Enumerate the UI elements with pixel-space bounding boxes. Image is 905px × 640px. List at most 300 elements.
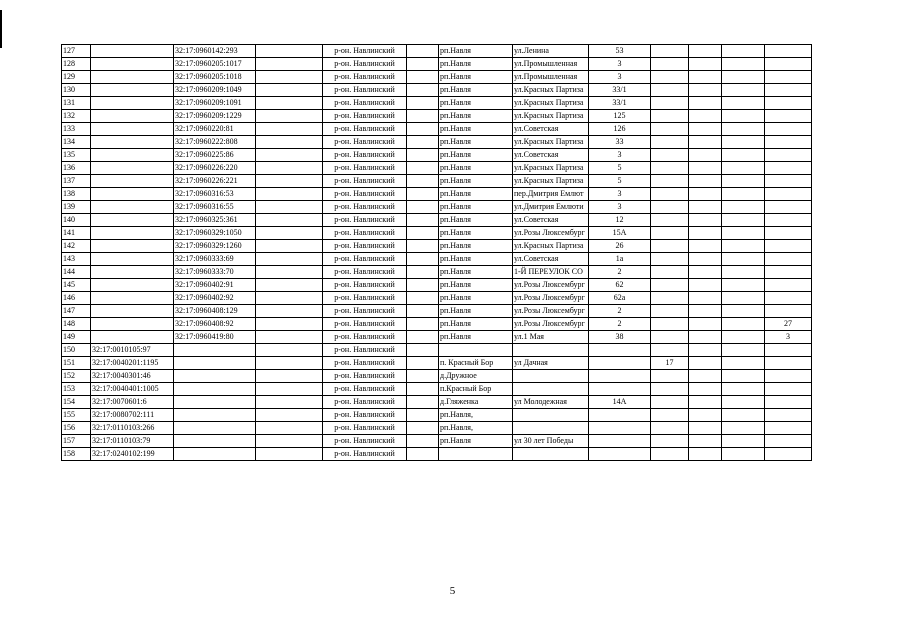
table-cell: ул.Дмитрия Емлюти — [513, 201, 589, 214]
table-cell — [407, 292, 439, 305]
table-cell: рп.Навля, — [439, 409, 513, 422]
table-cell: 53 — [589, 45, 651, 58]
table-row — [62, 383, 812, 396]
table-cell: ул.Советская — [513, 149, 589, 162]
table-cell — [765, 305, 812, 318]
table-cell — [256, 110, 323, 123]
table-cell: 33/1 — [589, 97, 651, 110]
table-cell — [689, 162, 722, 175]
table-cell — [256, 396, 323, 409]
table-cell — [722, 253, 765, 266]
table-cell — [256, 58, 323, 71]
table-cell — [651, 318, 689, 331]
table-cell: р-он. Навлинский — [323, 227, 407, 240]
table-cell: 32:17:0960209:1091 — [174, 97, 256, 110]
table-cell: рп.Навля — [439, 162, 513, 175]
table-cell — [722, 266, 765, 279]
table-cell: рп.Навля — [439, 318, 513, 331]
property-register-table — [61, 44, 812, 461]
table-row — [62, 370, 812, 383]
table-cell: рп.Навля — [439, 331, 513, 344]
table-cell — [651, 409, 689, 422]
table-cell: 142 — [62, 240, 91, 253]
table-cell: р-он. Навлинский — [323, 383, 407, 396]
table-cell — [722, 331, 765, 344]
table-cell — [407, 318, 439, 331]
table-cell: 155 — [62, 409, 91, 422]
table-cell — [256, 240, 323, 253]
table-cell — [407, 357, 439, 370]
table-cell — [256, 344, 323, 357]
table-cell: 32:17:0080702:111 — [91, 409, 174, 422]
table-cell — [689, 58, 722, 71]
table-cell — [91, 227, 174, 240]
table-row — [62, 71, 812, 84]
table-cell: ул.Красных Партиза — [513, 97, 589, 110]
table-row — [62, 344, 812, 357]
table-cell: рп.Навля — [439, 58, 513, 71]
table-cell: р-он. Навлинский — [323, 84, 407, 97]
table-cell — [689, 136, 722, 149]
table-cell: ул.Красных Партиза — [513, 175, 589, 188]
table-cell — [651, 344, 689, 357]
table-cell — [722, 409, 765, 422]
table-cell: 32:17:0110103:266 — [91, 422, 174, 435]
table-cell — [407, 240, 439, 253]
table-cell — [651, 448, 689, 461]
table-cell — [765, 279, 812, 292]
table-cell — [765, 240, 812, 253]
table-cell — [722, 227, 765, 240]
table-cell — [765, 344, 812, 357]
table-cell — [722, 110, 765, 123]
table-cell: 143 — [62, 253, 91, 266]
table-cell: 2 — [589, 318, 651, 331]
page-edge-mark — [0, 10, 2, 48]
table-cell: 2 — [589, 266, 651, 279]
table-cell — [765, 97, 812, 110]
table-cell — [765, 136, 812, 149]
table-cell: ул.Розы Люксембург — [513, 318, 589, 331]
table-cell: р-он. Навлинский — [323, 58, 407, 71]
table-cell — [407, 97, 439, 110]
table-cell: 145 — [62, 279, 91, 292]
table-cell — [651, 396, 689, 409]
table-cell: 137 — [62, 175, 91, 188]
table-cell — [589, 344, 651, 357]
table-cell — [689, 435, 722, 448]
table-cell: 32:17:0960209:1049 — [174, 84, 256, 97]
table-cell — [722, 435, 765, 448]
table-cell: п. Красный Бор — [439, 357, 513, 370]
table-cell — [689, 188, 722, 201]
table-cell: 125 — [589, 110, 651, 123]
table-cell — [256, 188, 323, 201]
table-cell — [256, 305, 323, 318]
table-cell: 32:17:0960316:55 — [174, 201, 256, 214]
table-cell — [407, 279, 439, 292]
table-cell — [651, 58, 689, 71]
table-cell — [651, 383, 689, 396]
table-cell: р-он. Навлинский — [323, 331, 407, 344]
table-cell: рп.Навля — [439, 136, 513, 149]
table-cell — [256, 435, 323, 448]
table-cell — [651, 71, 689, 84]
table-cell — [256, 214, 323, 227]
table-cell: 32:17:0040301:46 — [91, 370, 174, 383]
table-cell: 152 — [62, 370, 91, 383]
table-cell — [689, 448, 722, 461]
table-row — [62, 227, 812, 240]
table-row — [62, 188, 812, 201]
table-cell: 157 — [62, 435, 91, 448]
table-cell — [407, 305, 439, 318]
table-cell: 146 — [62, 292, 91, 305]
table-cell: рп.Навля, — [439, 422, 513, 435]
table-row — [62, 214, 812, 227]
table-cell — [651, 162, 689, 175]
table-cell — [689, 253, 722, 266]
table-cell — [651, 45, 689, 58]
table-cell — [407, 136, 439, 149]
table-cell: ул.Промышленная — [513, 58, 589, 71]
table-cell: 32:17:0960209:1229 — [174, 110, 256, 123]
table-cell: 32:17:0960142:293 — [174, 45, 256, 58]
table-cell — [407, 162, 439, 175]
table-cell — [407, 435, 439, 448]
table-cell: ул.Промышленная — [513, 71, 589, 84]
table-cell — [174, 422, 256, 435]
table-cell — [407, 370, 439, 383]
table-cell — [722, 370, 765, 383]
table-cell — [651, 175, 689, 188]
table-cell — [765, 149, 812, 162]
table-cell — [651, 136, 689, 149]
table-cell: 148 — [62, 318, 91, 331]
table-cell — [513, 344, 589, 357]
table-cell — [513, 409, 589, 422]
table-cell — [256, 84, 323, 97]
table-cell: 149 — [62, 331, 91, 344]
table-cell — [256, 266, 323, 279]
table-cell — [91, 45, 174, 58]
table-cell: 38 — [589, 331, 651, 344]
table-cell — [765, 422, 812, 435]
table-cell: 153 — [62, 383, 91, 396]
table-cell: р-он. Навлинский — [323, 45, 407, 58]
table-cell: рп.Навля — [439, 110, 513, 123]
table-row — [62, 305, 812, 318]
table-cell — [722, 71, 765, 84]
table-cell — [689, 201, 722, 214]
table-row — [62, 253, 812, 266]
table-cell: 32:17:0110103:79 — [91, 435, 174, 448]
table-cell: рп.Навля — [439, 84, 513, 97]
table-cell: р-он. Навлинский — [323, 201, 407, 214]
table-cell — [765, 253, 812, 266]
table-cell: р-он. Навлинский — [323, 149, 407, 162]
table-cell — [765, 84, 812, 97]
table-cell: рп.Навля — [439, 253, 513, 266]
table-cell — [256, 318, 323, 331]
table-cell — [722, 318, 765, 331]
table-cell — [407, 331, 439, 344]
table-cell — [765, 71, 812, 84]
table-cell: 32:17:0960325:361 — [174, 214, 256, 227]
table-cell: рп.Навля — [439, 149, 513, 162]
table-cell: 12 — [589, 214, 651, 227]
table-cell — [589, 448, 651, 461]
table-row — [62, 97, 812, 110]
table-cell — [651, 331, 689, 344]
table-cell — [407, 214, 439, 227]
table-cell: 26 — [589, 240, 651, 253]
table-cell — [722, 201, 765, 214]
table-cell: 32:17:0960226:221 — [174, 175, 256, 188]
table-cell: 15А — [589, 227, 651, 240]
table-cell: 32:17:0960329:1260 — [174, 240, 256, 253]
table-cell: 14А — [589, 396, 651, 409]
table-cell — [651, 214, 689, 227]
table-cell — [407, 227, 439, 240]
table-body — [62, 45, 812, 461]
table-row — [62, 45, 812, 58]
table-cell — [407, 396, 439, 409]
table-cell — [765, 292, 812, 305]
table-cell — [722, 422, 765, 435]
table-cell — [765, 123, 812, 136]
table-cell — [689, 357, 722, 370]
table-cell: р-он. Навлинский — [323, 448, 407, 461]
table-cell: рп.Навля — [439, 188, 513, 201]
table-cell: рп.Навля — [439, 435, 513, 448]
table-cell — [689, 331, 722, 344]
table-cell — [256, 409, 323, 422]
table-cell: 32:17:0960329:1050 — [174, 227, 256, 240]
table-row — [62, 435, 812, 448]
table-cell — [765, 110, 812, 123]
table-cell: ул 30 лет Победы — [513, 435, 589, 448]
table-cell: р-он. Навлинский — [323, 97, 407, 110]
table-cell — [722, 357, 765, 370]
table-cell — [651, 370, 689, 383]
table-cell — [722, 214, 765, 227]
table-cell: ул.Красных Партиза — [513, 84, 589, 97]
table-cell — [722, 45, 765, 58]
table-cell — [689, 45, 722, 58]
table-cell: рп.Навля — [439, 123, 513, 136]
table-cell: р-он. Навлинский — [323, 344, 407, 357]
table-cell: р-он. Навлинский — [323, 279, 407, 292]
table-cell: 33/1 — [589, 84, 651, 97]
table-cell: 133 — [62, 123, 91, 136]
table-cell — [589, 370, 651, 383]
table-cell: ул.Розы Люксембург — [513, 227, 589, 240]
table-cell: рп.Навля — [439, 201, 513, 214]
table-cell: 135 — [62, 149, 91, 162]
table-cell — [256, 149, 323, 162]
table-cell — [651, 435, 689, 448]
table-cell: д.Дружное — [439, 370, 513, 383]
table-cell — [689, 240, 722, 253]
table-cell: р-он. Навлинский — [323, 175, 407, 188]
table-cell — [407, 58, 439, 71]
table-cell — [407, 175, 439, 188]
table-cell: 141 — [62, 227, 91, 240]
table-cell — [256, 292, 323, 305]
table-cell — [91, 266, 174, 279]
table-cell: 150 — [62, 344, 91, 357]
table-cell: пер.Дмитрия Емлют — [513, 188, 589, 201]
table-cell — [174, 448, 256, 461]
table-cell — [256, 227, 323, 240]
table-cell — [91, 97, 174, 110]
table-cell — [765, 214, 812, 227]
table-cell — [174, 344, 256, 357]
table-cell: 3 — [589, 58, 651, 71]
table-row — [62, 136, 812, 149]
table-cell — [651, 123, 689, 136]
table-cell — [407, 266, 439, 279]
table-cell — [722, 448, 765, 461]
table-cell: 3 — [589, 149, 651, 162]
table-cell — [689, 214, 722, 227]
table-cell — [256, 123, 323, 136]
table-cell — [765, 162, 812, 175]
table-cell — [722, 279, 765, 292]
table-cell — [722, 305, 765, 318]
table-cell: 5 — [589, 162, 651, 175]
table-cell: 32:17:0960333:69 — [174, 253, 256, 266]
table-cell — [174, 357, 256, 370]
table-cell: 33 — [589, 136, 651, 149]
page-number: 5 — [449, 585, 456, 597]
table-cell — [407, 344, 439, 357]
table-cell — [651, 201, 689, 214]
table-cell: ул.Красных Партиза — [513, 162, 589, 175]
table-cell: 32:17:0240102:199 — [91, 448, 174, 461]
table-cell — [91, 305, 174, 318]
table-row — [62, 149, 812, 162]
table-cell: 32:17:0960205:1017 — [174, 58, 256, 71]
table-row — [62, 175, 812, 188]
table-cell — [91, 84, 174, 97]
table-cell — [689, 305, 722, 318]
table-cell — [689, 71, 722, 84]
table-row — [62, 422, 812, 435]
table-cell — [256, 357, 323, 370]
table-cell — [91, 123, 174, 136]
table-cell: 126 — [589, 123, 651, 136]
table-row — [62, 292, 812, 305]
table-cell — [91, 253, 174, 266]
table-cell: 151 — [62, 357, 91, 370]
table-cell — [513, 422, 589, 435]
table-cell — [689, 227, 722, 240]
table-cell: р-он. Навлинский — [323, 253, 407, 266]
table-cell — [722, 149, 765, 162]
table-cell — [589, 409, 651, 422]
table-cell: ул.Красных Партиза — [513, 136, 589, 149]
table-row — [62, 240, 812, 253]
table-cell: 2 — [589, 305, 651, 318]
table-cell — [91, 149, 174, 162]
table-cell — [689, 422, 722, 435]
table-cell: 32:17:0010105:97 — [91, 344, 174, 357]
table-cell — [689, 84, 722, 97]
table-row — [62, 162, 812, 175]
table-cell — [91, 188, 174, 201]
table-cell: 32:17:0040201:1195 — [91, 357, 174, 370]
table-cell: ул.Советская — [513, 253, 589, 266]
table-cell: ул.Розы Люксембург — [513, 292, 589, 305]
table-cell: 32:17:0960225:86 — [174, 149, 256, 162]
table-cell — [256, 331, 323, 344]
table-cell: рп.Навля — [439, 227, 513, 240]
table-cell — [91, 136, 174, 149]
table-cell — [651, 253, 689, 266]
table-row — [62, 279, 812, 292]
table-cell — [589, 422, 651, 435]
table-cell — [407, 84, 439, 97]
table-cell — [513, 383, 589, 396]
table-cell: р-он. Навлинский — [323, 266, 407, 279]
table-cell — [174, 409, 256, 422]
table-cell: ул.Советская — [513, 123, 589, 136]
table-cell: р-он. Навлинский — [323, 409, 407, 422]
table-cell — [91, 162, 174, 175]
table-cell — [765, 227, 812, 240]
table-cell — [722, 136, 765, 149]
table-row — [62, 58, 812, 71]
table-cell: 1а — [589, 253, 651, 266]
table-cell: ул.Красных Партиза — [513, 110, 589, 123]
table-row — [62, 409, 812, 422]
table-cell: 130 — [62, 84, 91, 97]
table-cell — [722, 58, 765, 71]
table-row — [62, 396, 812, 409]
table-cell: п.Красный Бор — [439, 383, 513, 396]
table-cell: 62а — [589, 292, 651, 305]
table-cell — [651, 279, 689, 292]
table-cell: 32:17:0070601:6 — [91, 396, 174, 409]
table-cell — [91, 58, 174, 71]
table-cell — [765, 383, 812, 396]
table-cell — [91, 175, 174, 188]
table-cell — [651, 84, 689, 97]
table-cell: рп.Навля — [439, 45, 513, 58]
table-cell: 32:17:0960402:92 — [174, 292, 256, 305]
table-cell — [689, 292, 722, 305]
table-cell — [256, 45, 323, 58]
table-cell: р-он. Навлинский — [323, 318, 407, 331]
table-cell: ул.Советская — [513, 214, 589, 227]
table-cell — [256, 253, 323, 266]
table-cell: 62 — [589, 279, 651, 292]
table-cell: 17 — [651, 357, 689, 370]
table-cell — [513, 448, 589, 461]
table-cell — [765, 45, 812, 58]
table-cell — [91, 318, 174, 331]
table-cell — [651, 227, 689, 240]
table-cell — [689, 370, 722, 383]
table-cell — [765, 448, 812, 461]
table-cell: р-он. Навлинский — [323, 422, 407, 435]
table-cell — [722, 175, 765, 188]
table-cell: 32:17:0040401:1005 — [91, 383, 174, 396]
table-cell — [722, 240, 765, 253]
table-cell: 132 — [62, 110, 91, 123]
